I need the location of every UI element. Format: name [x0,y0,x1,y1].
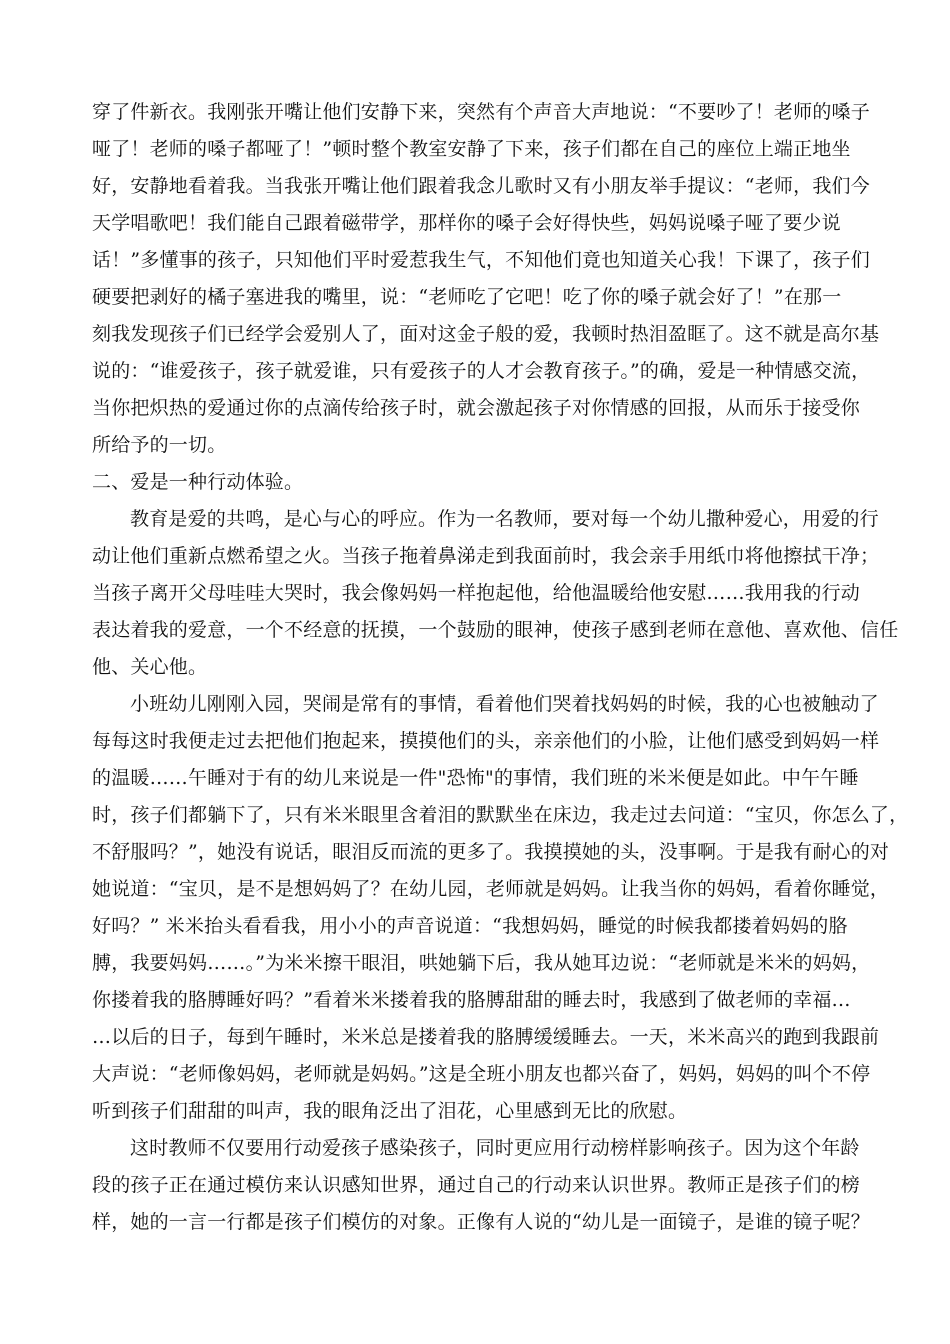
paragraph-3-line-3: 的温暖……午睡对于有的幼儿来说是一件"恐怖"的事情，我们班的米米便是如此。中午午睡 [92,767,859,789]
paragraph-3-line-8: 膊，我要妈妈……。”为米米擦干眼泪，哄她躺下后，我从她耳边说：“老师就是米米的妈妈， [92,952,871,974]
paragraph-1-line-2: 哑了！老师的嗓子都哑了！”顿时整个教室安静了下来，孩子们都在自己的座位上端正地坐 [92,138,851,160]
paragraph-2-line-1: 教育是爱的共鸣，是心与心的呼应。作为一名教师，要对每一个幼儿撒种爱心，用爱的行 [130,508,879,530]
paragraph-3-line-5: 不舒服吗？”，她没有说话，眼泪反而流的更多了。我摸摸她的头，没事啊。于是我有耐心的对 [92,841,890,863]
paragraph-3-line-1: 小班幼儿刚刚入园，哭闹是常有的事情，看着他们哭着找妈妈的时候，我的心也被触动了 [130,693,879,715]
paragraph-3-line-7: 好吗？” 米米抬头看看我，用小小的声音说道：“我想妈妈，睡觉的时候我都搂着妈妈的胳 [92,915,848,937]
paragraph-3-line-6: 她说道：“宝贝，是不是想妈妈了？在幼儿园，老师就是妈妈。让我当你的妈妈，看着你睡觉， [92,878,890,900]
paragraph-1-line-1: 穿了件新衣。我刚张开嘴让他们安静下来，突然有个声音大声地说：“不要吵了！老师的嗓子 [92,101,870,123]
paragraph-2-line-5: 他、关心他。 [92,656,208,678]
paragraph-3-line-4: 时，孩子们都躺下了，只有米米眼里含着泪的默默坐在床边，我走过去问道：“宝贝，你怎么了， [92,804,909,826]
paragraph-1-line-10: 所给予的一切。 [92,434,227,456]
paragraph-2-line-3: 当孩子离开父母哇哇大哭时，我会像妈妈一样抱起他，给他温暖给他安慰……我用我的行动 [92,582,861,604]
paragraph-3-line-11: 大声说：“老师像妈妈，老师就是妈妈。”这是全班小朋友也都兴奋了，妈妈，妈妈的叫个不停 [92,1063,871,1085]
paragraph-2-line-2: 动让他们重新点燃希望之火。当孩子拖着鼻涕走到我面前时，我会亲手用纸巾将他擦拭干净； [92,545,880,567]
paragraph-1-line-7: 刻我发现孩子们已经学会爱别人了，面对这金子般的爱，我顿时热泪盈眶了。这不就是高尔基 [92,323,880,345]
paragraph-4-line-1: 这时教师不仅要用行动爱孩子感染孩子，同时更应用行动榜样影响孩子。因为这个年龄 [130,1137,860,1159]
paragraph-3-line-12: 听到孩子们甜甜的叫声，我的眼角泛出了泪花，心里感到无比的欣慰。 [92,1100,688,1122]
paragraph-3-line-10: …以后的日子，每到午睡时，米米总是搂着我的胳膊缓缓睡去。一天，米米高兴的跑到我跟前 [92,1026,880,1048]
paragraph-1-line-8: 说的：“谁爱孩子，孩子就爱谁，只有爱孩子的人才会教育孩子。”的确，爱是一种情感交流， [92,360,871,382]
paragraph-4-line-3: 样，她的一言一行都是孩子们模仿的对象。正像有人说的“幼儿是一面镜子，是谁的镜子呢？ [92,1211,870,1233]
paragraph-3-line-9: 你搂着我的胳膊睡好吗？”看着米米搂着我的胳膊甜甜的睡去时，我感到了做老师的幸福… [92,989,851,1011]
paragraph-1-line-5: 话！”多懂事的孩子，只知他们平时爱惹我生气，不知他们竟也知道关心我！下课了，孩子们 [92,249,870,271]
section-heading-2: 二、爱是一种行动体验。 [92,471,304,493]
paragraph-2-line-4: 表达着我的爱意，一个不经意的抚摸，一个鼓励的眼神，使孩子感到老师在意他、喜欢他、信任 [92,619,899,641]
paragraph-1-line-9: 当你把炽热的爱通过你的点滴传给孩子时，就会激起孩子对你情感的回报，从而乐于接受你 [92,397,861,419]
paragraph-1-line-3: 好，安静地看着我。当我张开嘴让他们跟着我念儿歌时又有小朋友举手提议：“老师，我们今 [92,175,870,197]
paragraph-4-line-2: 段的孩子正在通过模仿来认识感知世界，通过自己的行动来认识世界。教师正是孩子们的榜 [92,1174,861,1196]
paragraph-1-line-6: 硬要把剥好的橘子塞进我的嘴里，说：“老师吃了它吧！吃了你的嗓子就会好了！”在那一 [92,286,842,308]
paragraph-1-line-4: 天学唱歌吧！我们能自己跟着磁带学，那样你的嗓子会好得快些，妈妈说嗓子哑了要少说 [92,212,841,234]
paragraph-3-line-2: 每每这时我便走过去把他们抱起来，摸摸他们的头，亲亲他们的小脸，让他们感受到妈妈一样 [92,730,880,752]
